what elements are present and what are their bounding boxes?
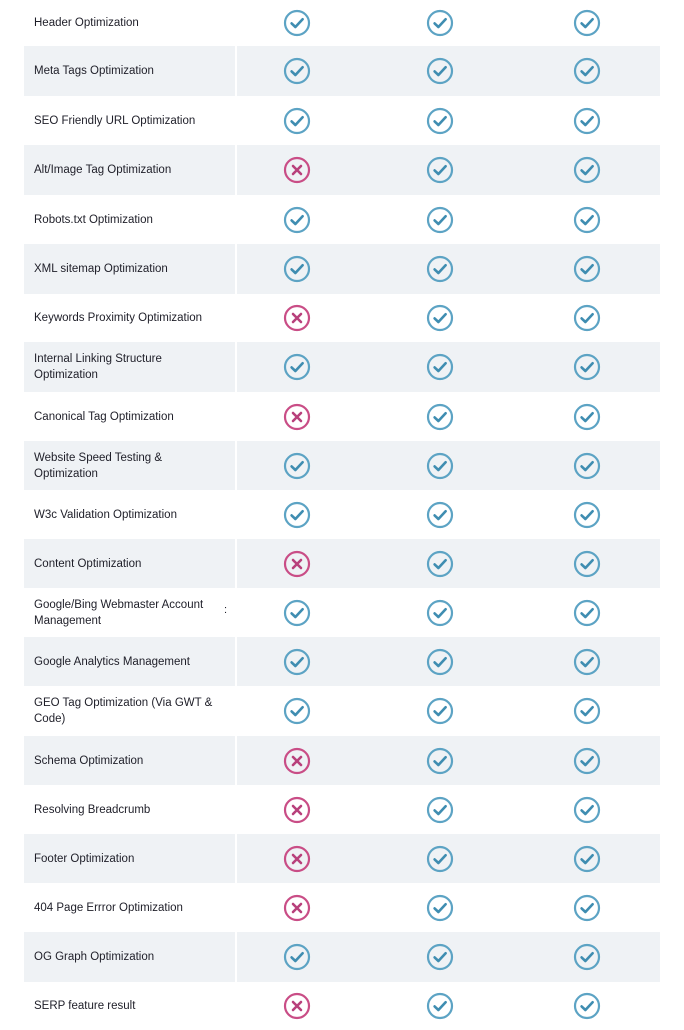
feature-label-cell: [24, 686, 237, 736]
table-row: [24, 392, 660, 441]
feature-label-cell: [24, 392, 237, 441]
check-circle-icon: [420, 686, 460, 736]
check-circle-icon: [420, 588, 460, 637]
check-circle-icon: [420, 342, 460, 392]
check-circle-icon: [420, 932, 460, 982]
check-circle-icon: [420, 539, 460, 588]
table-row: [24, 441, 660, 490]
feature-label: Content Optimization: [34, 557, 142, 570]
check-circle-icon: [567, 0, 607, 46]
check-circle-icon: [420, 785, 460, 834]
check-circle-icon: [420, 490, 460, 539]
cross-circle-icon: [277, 883, 317, 932]
check-circle-icon: [420, 982, 460, 1030]
cross-circle-icon: [277, 736, 317, 785]
table-row: [24, 244, 660, 294]
table-row: [24, 932, 660, 982]
check-circle-icon: [277, 490, 317, 539]
feature-label: Alt/Image Tag Optimization: [34, 164, 172, 176]
feature-label: Internal Linking Structure Optimization: [34, 353, 162, 381]
table-row: [24, 46, 660, 96]
check-circle-icon: [567, 982, 607, 1030]
check-circle-icon: [567, 932, 607, 982]
feature-label: Schema Optimization: [34, 754, 144, 767]
table-row: [24, 883, 660, 932]
cross-circle-icon: [277, 785, 317, 834]
feature-label-cell: [24, 96, 237, 145]
check-circle-icon: [420, 244, 460, 294]
feature-label-cell: [24, 46, 237, 96]
check-circle-icon: [277, 441, 317, 490]
feature-label: XML sitemap Optimization: [34, 263, 168, 275]
feature-label-cell: [24, 785, 237, 834]
check-circle-icon: [420, 0, 460, 46]
feature-label: W3c Validation Optimization: [34, 508, 177, 521]
feature-label: Footer Optimization: [34, 852, 135, 865]
feature-label-cell: [24, 637, 237, 686]
feature-label: Canonical Tag Optimization: [34, 410, 174, 423]
check-circle-icon: [567, 46, 607, 96]
feature-label-cell: [24, 736, 237, 785]
check-circle-icon: [277, 932, 317, 982]
check-circle-icon: [420, 736, 460, 785]
table-row: [24, 834, 660, 883]
check-circle-icon: [277, 244, 317, 294]
check-circle-icon: [277, 686, 317, 736]
table-row: [24, 294, 660, 342]
check-circle-icon: [567, 392, 607, 441]
check-circle-icon: [567, 441, 607, 490]
feature-label: Resolving Breadcrumb: [34, 803, 151, 816]
table-row: [24, 195, 660, 244]
feature-label-cell: [24, 883, 237, 932]
cross-circle-icon: [277, 982, 317, 1030]
check-circle-icon: [567, 96, 607, 145]
feature-label-cell: [24, 932, 237, 982]
feature-label: SEO Friendly URL Optimization: [34, 114, 196, 127]
feature-label-cell: [24, 834, 237, 883]
check-circle-icon: [420, 96, 460, 145]
table-row: [24, 490, 660, 539]
feature-label-cell: [24, 294, 237, 342]
feature-label: Meta Tags Optimization: [34, 65, 154, 77]
check-circle-icon: [420, 195, 460, 244]
feature-label-cell: [24, 195, 237, 244]
table-row: [24, 982, 660, 1030]
feature-label: 404 Page Errror Optimization: [34, 901, 183, 914]
check-circle-icon: [420, 441, 460, 490]
table-row: [24, 588, 660, 637]
table-row: [24, 785, 660, 834]
feature-label: Header Optimization: [34, 17, 139, 29]
check-circle-icon: [567, 588, 607, 637]
feature-label-cell: [24, 490, 237, 539]
check-circle-icon: [420, 392, 460, 441]
feature-label: Website Speed Testing & Optimization: [34, 451, 163, 480]
check-circle-icon: [567, 736, 607, 785]
table-row: [24, 686, 660, 736]
table-row: [24, 0, 660, 46]
check-circle-icon: [567, 244, 607, 294]
table-row: [24, 96, 660, 145]
check-circle-icon: [277, 637, 317, 686]
feature-label-cell: [24, 441, 237, 490]
check-circle-icon: [277, 96, 317, 145]
check-circle-icon: [567, 490, 607, 539]
check-circle-icon: [420, 883, 460, 932]
check-circle-icon: [277, 588, 317, 637]
check-circle-icon: [567, 637, 607, 686]
feature-label-cell: [24, 244, 237, 294]
table-row: [24, 539, 660, 588]
feature-label: Google/Bing Webmaster Account Management: [34, 598, 204, 627]
feature-label: OG Graph Optimization: [34, 951, 155, 963]
cross-circle-icon: [277, 392, 317, 441]
check-circle-icon: [277, 342, 317, 392]
feature-label: Keywords Proximity Optimization: [34, 312, 203, 324]
check-circle-icon: [420, 834, 460, 883]
table-row: [24, 736, 660, 785]
check-circle-icon: [567, 195, 607, 244]
feature-label-cell: [24, 982, 237, 1030]
cross-circle-icon: [277, 834, 317, 883]
label-colon: :: [223, 603, 227, 616]
check-circle-icon: [567, 686, 607, 736]
check-circle-icon: [277, 195, 317, 244]
feature-label-cell: [24, 145, 237, 195]
cross-circle-icon: [277, 145, 317, 195]
check-circle-icon: [277, 0, 317, 46]
cross-circle-icon: [277, 294, 317, 342]
check-circle-icon: [420, 637, 460, 686]
feature-label-cell: [24, 588, 237, 637]
check-circle-icon: [567, 883, 607, 932]
check-circle-icon: [567, 834, 607, 883]
check-circle-icon: [567, 342, 607, 392]
check-circle-icon: [420, 145, 460, 195]
check-circle-icon: [420, 46, 460, 96]
check-circle-icon: [567, 145, 607, 195]
check-circle-icon: [567, 785, 607, 834]
feature-label: SERP feature result: [34, 1000, 136, 1012]
feature-label: Robots.txt Optimization: [34, 213, 153, 226]
table-row: [24, 145, 660, 195]
feature-label-cell: [24, 342, 237, 392]
cross-circle-icon: [277, 539, 317, 588]
check-circle-icon: [567, 294, 607, 342]
check-circle-icon: [277, 46, 317, 96]
feature-label-cell: [24, 0, 237, 46]
feature-label: Google Analytics Management: [34, 655, 190, 668]
feature-label: GEO Tag Optimization (Via GWT & Code): [34, 697, 213, 725]
check-circle-icon: [567, 539, 607, 588]
table-row: [24, 637, 660, 686]
feature-label-cell: [24, 539, 237, 588]
check-circle-icon: [420, 294, 460, 342]
table-row: [24, 342, 660, 392]
